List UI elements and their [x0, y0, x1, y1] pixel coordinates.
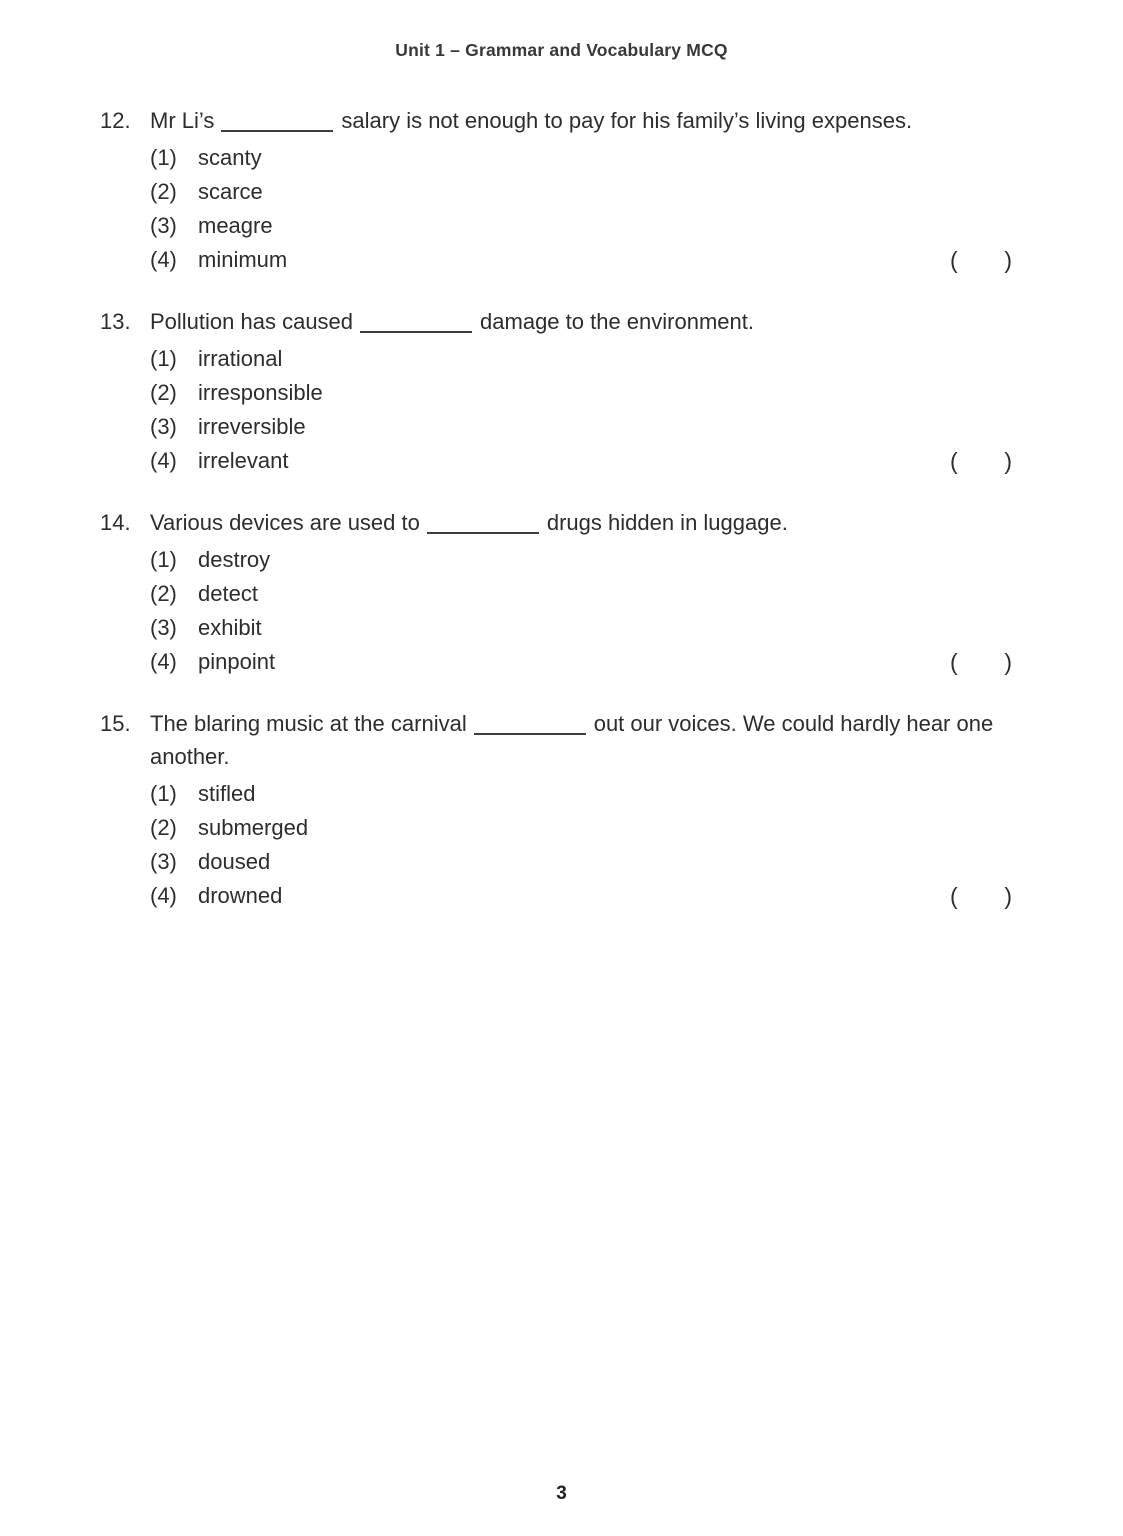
option-3: [150, 410, 1012, 444]
option-text: irrelevant: [198, 448, 289, 473]
option-text: irreversible: [198, 414, 306, 439]
option-text: detect: [198, 581, 258, 606]
option-3: [150, 845, 1012, 879]
option-text: drowned: [198, 883, 283, 908]
option-text: scanty: [198, 145, 262, 170]
answer-blank: [427, 520, 539, 534]
option-label: (4): [150, 883, 177, 908]
option-label: (3): [150, 213, 177, 238]
option-text: scarce: [198, 179, 263, 204]
question-stem: [150, 506, 1012, 539]
option-label: (1): [150, 781, 177, 806]
option-label: (1): [150, 145, 177, 170]
question-14: [100, 506, 1012, 679]
options-list: [150, 777, 1012, 913]
option-text: meagre: [198, 213, 273, 238]
option-4: [150, 645, 1012, 679]
answer-marking-box: [950, 879, 1012, 913]
option-label: (3): [150, 849, 177, 874]
option-3: [150, 209, 1012, 243]
stem-text-after-blank: salary is not enough to pay for his family’s living expenses.: [341, 108, 913, 133]
stem-text-after-blank: out our voices. We could hardly hear one another.: [150, 711, 994, 769]
option-label: (1): [150, 346, 177, 371]
open-paren: (: [950, 247, 958, 273]
option-2: [150, 577, 1012, 611]
page-number: 3: [556, 1483, 567, 1504]
question-number: 12.: [100, 108, 131, 133]
stem-text-after-blank: drugs hidden in luggage.: [546, 510, 788, 535]
option-1: [150, 141, 1012, 175]
question-number: 13.: [100, 309, 131, 334]
option-label: (4): [150, 247, 177, 272]
answer-marking-box: [950, 243, 1012, 277]
option-2: [150, 811, 1012, 845]
answer-blank: [360, 319, 472, 333]
option-label: (3): [150, 615, 177, 640]
stem-text-after-blank: damage to the environment.: [480, 309, 754, 334]
open-paren: (: [950, 649, 958, 675]
answer-marking-box: [950, 444, 1012, 478]
option-label: (4): [150, 448, 177, 473]
close-paren: ): [1004, 649, 1012, 675]
answer-blank: [474, 721, 586, 735]
option-text: minimum: [198, 247, 288, 272]
option-1: [150, 342, 1012, 376]
options-list: [150, 342, 1012, 478]
answer-marking-box: [950, 645, 1012, 679]
question-stem: [150, 707, 1012, 773]
option-label: (2): [150, 380, 177, 405]
option-1: [150, 777, 1012, 811]
questions-section: [100, 104, 1012, 941]
option-1: [150, 543, 1012, 577]
options-list: [150, 543, 1012, 679]
answer-blank: [221, 118, 333, 132]
option-label: (2): [150, 581, 177, 606]
option-text: irrational: [198, 346, 283, 371]
stem-text-before-blank: The blaring music at the carnival: [150, 711, 467, 736]
option-2: [150, 175, 1012, 209]
close-paren: ): [1004, 448, 1012, 474]
option-4: [150, 243, 1012, 277]
option-text: irresponsible: [198, 380, 323, 405]
stem-text-before-blank: Pollution has caused: [150, 309, 354, 334]
option-text: exhibit: [198, 615, 262, 640]
option-label: (2): [150, 179, 177, 204]
option-text: stifled: [198, 781, 256, 806]
question-15: [100, 707, 1012, 913]
stem-text-before-blank: Mr Li’s: [150, 108, 215, 133]
option-text: submerged: [198, 815, 309, 840]
option-4: [150, 879, 1012, 913]
options-list: [150, 141, 1012, 277]
option-label: (1): [150, 547, 177, 572]
close-paren: ): [1004, 883, 1012, 909]
page-header-title: Unit 1 – Grammar and Vocabulary MCQ: [395, 40, 728, 60]
option-text: destroy: [198, 547, 271, 572]
question-number: 14.: [100, 510, 131, 535]
question-number: 15.: [100, 711, 131, 736]
stem-text-before-blank: Various devices are used to: [150, 510, 420, 535]
option-text: pinpoint: [198, 649, 276, 674]
question-stem: [150, 104, 1012, 137]
option-4: [150, 444, 1012, 478]
option-label: (3): [150, 414, 177, 439]
question-12: [100, 104, 1012, 277]
open-paren: (: [950, 448, 958, 474]
open-paren: (: [950, 883, 958, 909]
option-label: (2): [150, 815, 177, 840]
option-label: (4): [150, 649, 177, 674]
question-13: [100, 305, 1012, 478]
option-text: doused: [198, 849, 271, 874]
close-paren: ): [1004, 247, 1012, 273]
option-2: [150, 376, 1012, 410]
question-stem: [150, 305, 1012, 338]
option-3: [150, 611, 1012, 645]
